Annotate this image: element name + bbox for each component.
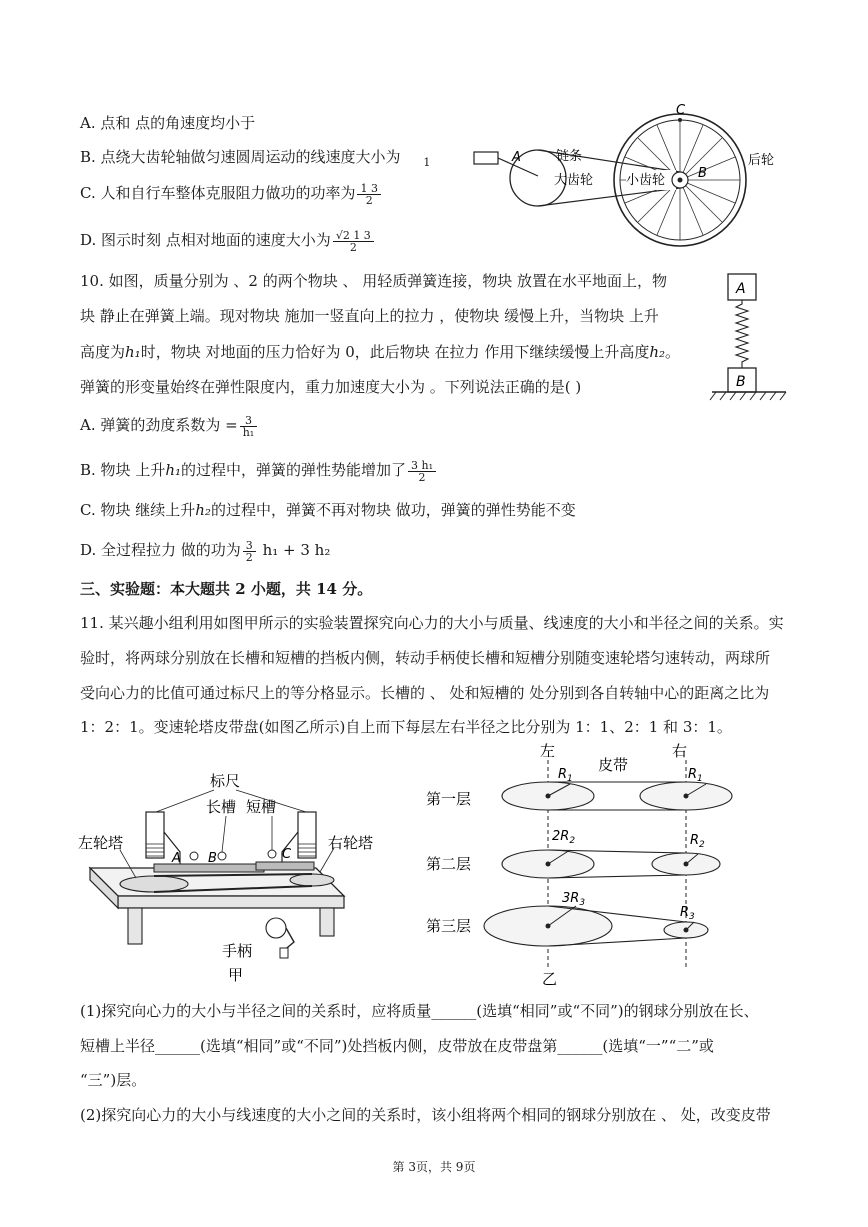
- label-left-tower: 左轮塔: [78, 834, 124, 852]
- fraction-numerator: 3 h₁: [408, 460, 436, 472]
- label-handle: 手柄: [222, 942, 253, 960]
- var-h2: h₂: [195, 501, 211, 519]
- section-3-heading: 三、实验题：本大题共 2 小题，共 14 分。: [80, 580, 373, 598]
- var-h1: h₁: [125, 343, 141, 361]
- q10-option-c: [80, 499, 576, 521]
- fraction-denominator: 2: [418, 470, 426, 484]
- label-a: A: [512, 150, 521, 165]
- left-tower-disc: [120, 876, 188, 892]
- bicycle-figure: [468, 100, 788, 270]
- label-right-tower: 右轮塔: [328, 834, 374, 852]
- r3-right-label: $R_3$: [680, 905, 695, 922]
- q11-line-2: 验时，将两球分别放在长槽和短槽的挡板内侧，转动手柄使长槽和短槽分别随变速轮塔匀速转动，两球所: [80, 649, 771, 667]
- fraction-numerator: √2 1 3: [333, 230, 374, 242]
- fraction-denominator: 2: [245, 550, 253, 564]
- layer3-label: 第三层: [426, 917, 472, 935]
- q10-option-a-fraction: [240, 415, 258, 438]
- fraction-numerator: 3: [243, 540, 256, 552]
- label-a: A: [172, 851, 181, 866]
- q10-line-2: 块 静止在弹簧上端。现对物块 施加一竖直向上的拉力 ，使物块 缓慢上升，当物块 上升: [80, 307, 659, 325]
- q9-option-c-fraction: [357, 183, 381, 206]
- q10-line-4: 弹簧的形变量始终在弹性限度内，重力加速度大小为 。下列说法正确的是( ): [80, 378, 582, 396]
- short-slot: [256, 862, 314, 870]
- r2-left-label: $2R_2$: [552, 829, 576, 846]
- q9-option-b-text: B. 点绕大齿轮轴做匀速圆周运动的线速度大小为: [80, 148, 401, 166]
- table-front: [118, 896, 344, 908]
- q11-line-1: 11. 某兴趣小组利用如图甲所示的实验装置探究向心力的大小与质量、线速度的大小和半径之间的关系。实: [80, 614, 784, 632]
- label-big-gear: 大齿轮: [554, 173, 594, 188]
- r2-right-label: $R_2$: [690, 833, 705, 850]
- q10-line-3-end: 。: [665, 343, 681, 361]
- q10-option-d-pre: D. 全过程拉力 做的功为: [80, 541, 241, 559]
- label-b: B: [208, 851, 217, 866]
- right-tower-disc: [290, 874, 334, 886]
- point-c-dot: [678, 118, 682, 122]
- label-a: A: [736, 281, 746, 297]
- q10-line-3-pre: 高度为: [80, 343, 126, 361]
- figure-jia-apparatus: [76, 768, 396, 990]
- label-ruler: 标尺: [210, 772, 241, 790]
- r1-left-label: $R_1$: [558, 767, 573, 784]
- q11-sub1-line-2: 短槽上半径______(选填“相同”或“不同”)处挡板内侧，皮带放在皮带盘第______(选填“一”“二”或: [80, 1037, 714, 1055]
- q10-option-c-pre: C. 物块 继续上升: [80, 501, 196, 519]
- label-chain: 链条: [556, 149, 583, 164]
- left-ruler-column: [146, 812, 164, 858]
- label-b: B: [698, 166, 707, 181]
- q11-line-4: 1：2：1。变速轮塔皮带盘(如图乙所示)自上而下每层左右半径之比分别为 1：1、2：1 和 3：1。: [80, 718, 732, 736]
- layer1-label: 第一层: [426, 790, 472, 808]
- q9-option-b-tail: 1: [423, 156, 431, 169]
- q11-sub1-line-1: (1)探究向心力的大小与半径之间的关系时，应将质量______(选填“相同”或“不同”)的钢球分别放在长、: [80, 1002, 759, 1020]
- fraction-denominator: h₁: [242, 425, 255, 439]
- r1-right-label: $R_1$: [688, 767, 703, 784]
- q10-option-b: [80, 459, 438, 483]
- q11-line-3: 受向心力的比值可通过标尺上的等分格显示。长槽的 、 处和短槽的 处分别到各自转轴中心的距离之比为: [80, 684, 770, 702]
- q10-option-b-post: 的过程中，弹簧的弹性势能增加了: [181, 461, 407, 479]
- q10-line-1: 10. 如图，质量分别为 、2 的两个物块 、 用轻质弹簧连接，物块 放置在水平地面上，物: [80, 272, 668, 290]
- layer2-label: 第二层: [426, 855, 472, 873]
- q9-option-c-text: C. 人和自行车整体克服阻力做功的功率为: [80, 184, 356, 202]
- spring-icon: [736, 300, 748, 368]
- label-belt: 皮带: [598, 756, 629, 774]
- label-rear-wheel: 后轮: [748, 153, 775, 168]
- q10-option-b-pre: B. 物块 上升: [80, 461, 166, 479]
- q10-line-3: [80, 341, 680, 363]
- q10-line-3-post: 时，物块 对地面的压力恰好为 0，此后物块 在拉力 作用下继续缓慢上升高度: [140, 343, 650, 361]
- label-left: 左: [540, 742, 556, 760]
- fraction-denominator: 2: [349, 240, 357, 254]
- q10-option-d: [80, 539, 330, 563]
- q9-option-d-text: D. 图示时刻 点相对地面的速度大小为: [80, 231, 331, 249]
- label-c: C: [282, 847, 292, 862]
- label-right: 右: [672, 742, 688, 760]
- ground-hatch: [710, 392, 786, 400]
- fraction-numerator: 1 3: [357, 183, 381, 195]
- q10-option-b-fraction: [408, 460, 436, 483]
- label-b: B: [736, 374, 746, 390]
- fraction-denominator: 2: [365, 193, 373, 207]
- q9-option-b: [80, 146, 430, 170]
- axle-dot: [678, 178, 683, 183]
- r3-left-label: $3R_3$: [562, 891, 586, 908]
- label-short-slot: 短槽: [246, 798, 277, 816]
- q10-option-c-post: 的过程中，弹簧不再对物块 做功，弹簧的弹性势能不变: [210, 501, 576, 519]
- q10-option-a-text: A. 弹簧的劲度系数为 =: [80, 416, 238, 434]
- label-c: C: [676, 103, 686, 118]
- var-h1: h₁: [165, 461, 182, 479]
- q10-option-d-fraction: [243, 540, 256, 563]
- label-long-slot: 长槽: [206, 798, 237, 816]
- q9-option-a: A. 点和 点的角速度均小于: [80, 114, 256, 132]
- table-leg-left: [128, 908, 142, 944]
- q9-option-c: [80, 182, 383, 206]
- q9-option-d: [80, 229, 376, 253]
- figure-yi-pulleys: [418, 740, 748, 990]
- handle-gear-icon: [266, 918, 286, 938]
- fraction-numerator: 3: [240, 415, 258, 427]
- table-leg-right: [320, 908, 334, 936]
- figure-jia-caption: 甲: [228, 966, 244, 984]
- var-h2: h₂: [649, 343, 666, 361]
- figure-yi-caption: 乙: [542, 970, 558, 988]
- right-ruler-column: [298, 812, 316, 858]
- q10-option-d-post: h₁ + 3 h₂: [257, 541, 331, 559]
- q11-sub2-line-1: (2)探究向心力的大小与线速度的大小之间的关系时，该小组将两个相同的钢球分别放在 、 处，改变皮带: [80, 1106, 771, 1124]
- pedal-icon: [474, 152, 498, 164]
- q11-sub1-line-3: “三”)层。: [80, 1071, 147, 1089]
- label-small-gear: 小齿轮: [626, 173, 666, 188]
- q9-option-d-fraction: [333, 230, 374, 253]
- spring-figure: [706, 270, 796, 406]
- q10-option-a: [80, 414, 259, 438]
- page-footer: 第 3页，共 9页: [392, 1160, 476, 1174]
